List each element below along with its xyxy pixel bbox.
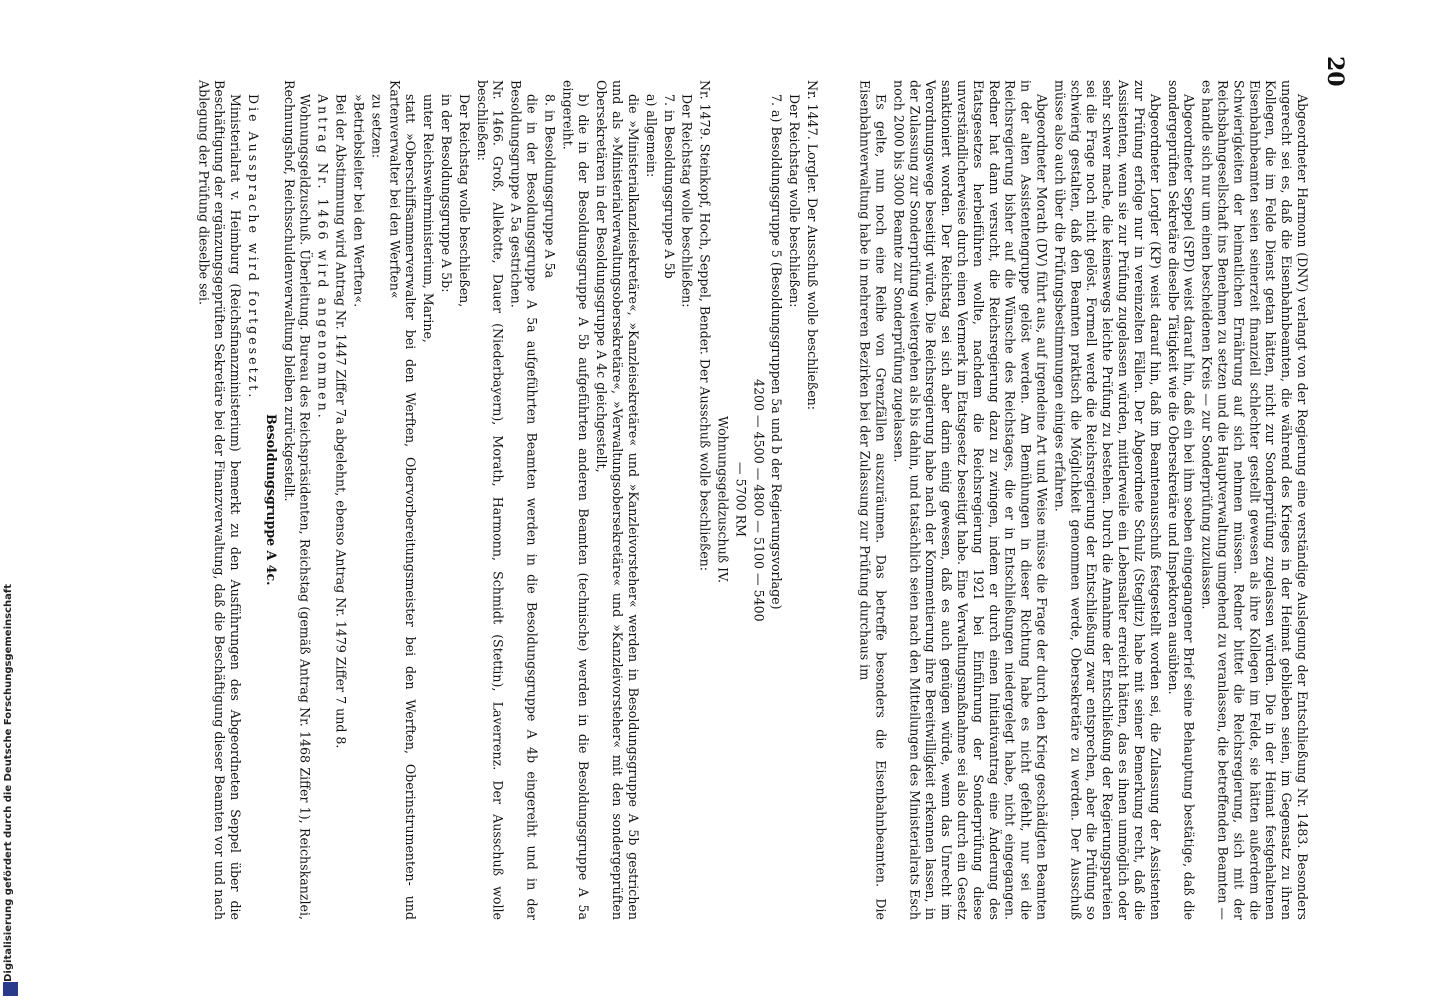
motion-1479: Nr. 1479. Steinkopf, Hoch, Seppel, Bender. Der Ausschuß wolle beschließen:: [697, 80, 713, 572]
resolution-line: Der Reichstag wolle beschließen,: [456, 94, 472, 308]
item-7: 7. in Besoldungsgruppe A 5b: [661, 94, 677, 279]
motion-intro: Nr. 1447. Lorgler. Der Ausschuß wolle beschließen:: [805, 80, 820, 411]
salary-scale-end: — 5700 RM: [733, 462, 749, 538]
dfg-logo-icon: [3, 982, 18, 996]
motion-accepted: Antrag Nr. 1466 wird angenommen.: [315, 94, 331, 421]
resolution-line: »Betriebsleiter bei den Werften«.: [351, 94, 367, 308]
page-number: 20: [1322, 56, 1348, 87]
right-column: [850, 80, 1310, 920]
item-7-b: b) die in der Besoldungsgruppe A 5b aufgeführten anderen Beamten (technische) werden in die Besoldungsgruppe A 5a eingereiht.: [560, 80, 592, 920]
resolution-line: Der Reichstag wolle beschließen:: [787, 94, 803, 308]
deferred-items: Wohnungsgeldzuschuß. Überleitung. Bureau des Reichspräsidenten, Reichstag (gemäß Antrag Nr. 1468 Ziffer 1), Reichskanzlei, Rechnungshof, Reichsschuldenverwaltung bleiben zurückgestellt.: [281, 80, 313, 920]
item-8: 8. in Besoldungsgruppe A 5a: [542, 94, 558, 279]
paragraph: Abgeordneter Seppel (SPD) weist darauf hin, daß ein bei ihm soeben eingegangener Brief seine Behauptung bestätige, daß die sondergeprüften Sekretäre dieselbe Tätigkeit wie die Obersekretäre und Inspektoren ausübten.: [1165, 80, 1197, 920]
resolution-line: unter Reichswehrministerium, Marine,: [421, 94, 437, 343]
vote-result: Bei der Abstimmung wird Antrag Nr. 1447 Ziffer 7a abgelehnt, ebenso Antrag Nr. 1479 Ziffer 7 und 8.: [333, 94, 349, 749]
salary-scale: 4200 — 4500 — 4800 — 5100 — 5400: [751, 378, 767, 622]
paragraph: Abgeordneter Lorgler (KP) weist darauf hin, daß im Beamtenausschuß festgestellt worden sei, die Zulassung der Assistenten zur Prüfung erfolge nur in vereinzelten Fällen. Der Abgeordnete Schulz (Steglitz) habe mit seiner Bemerkung recht, daß die Assistenten, wenn sie zur Prüfung zugelassen würden, mittlerweile ein Lebensalter erreicht hätten, das es ihnen unmöglich oder sehr schwer mache, die keineswegs leichte Prüfung zu bestehen. Durch die Annahme der Entschließung der Regierungsparteien sei die Frage noch nicht gelöst. Formell werde die Reichsregierung der Entschließung zwar entsprechen, aber die Prüfung so schwierig gestalten, daß den Beamten praktisch die Möglichkeit genommen werde, Obersekretäre zu werden. Der Ausschuß müsse also auch über die Prüfungsbestimmungen einiges erfahren.: [1052, 80, 1163, 920]
paragraph: Abgeordneter Harmonn (DNV) verlangt von der Regierung eine verständige Auslegung der Entschließung Nr. 1483. Besonders ungerecht sei es, daß die Eisenbahnbeamten, die während des Krieges in der Heimat geblieben seien, im Gegensatz zu ihren Kollegen, die im Felde Dienst getan hätten, nicht zur Sonderprüfung zugelassen würden. Die in der Heimat festgehaltenen Eisenbahnbeamten seien seinerzeit finanziell schlechter gestellt gewesen als ihre Kollegen im Felde, sie hätten außerdem die Schwierigkeiten der heimatlichen Ernährung auf sich nehmen müssen. Redner bittet die Reichsregierung, sich mit der Reichsbahngesellschaft ins Benehmen zu setzen und die Hauptverwaltung umgehend zu veranlassen, die betreffenden Beamten — es handle sich nur um einen bescheidenen Kreis — zur Sonderprüfung zuzulassen.: [1199, 80, 1310, 920]
digitization-credit: Digitalisierung gefördert durch die Deutsche Forschungsgemeinschaft: [3, 584, 14, 982]
section-heading: Besoldungsgruppe A 4c.: [263, 414, 279, 586]
paragraph: Es gelte, nun noch eine Reihe von Grenzfällen auszuräumen. Das betreffe besonders die Eisenbahnbeamten. Die Eisenbahnverwaltung habe in mehreren Bezirken bei der Zulassung zur Prüfung durchaus im: [857, 80, 889, 920]
item-7-a-text: die »Ministerialkanzleisekretäre«, »Kanzleisekretäre« und »Kanzleivorsteher« werden in Besoldungsgruppe A 5b gestrichen und als »Ministerialverwaltungsobersekretäre«, »Verwaltungsobersekretäre« und »Kanzleivorsteher« mit den sondergeprüften Obersekretären in der Besoldungsgruppe A 4c gleichgestellt,: [594, 80, 641, 920]
footer-strip: [0, 0, 20, 1000]
resolution-line: Der Reichstag wolle beschließen:: [679, 94, 695, 308]
resolution-line: statt »Oberschiffsammerverwalter bei den Werften, Obervorbereitungsmeister bei den Werften, Oberinstrumenten- und Kartenverwalter bei den Werften«: [387, 80, 419, 920]
paragraph: Ministerialrat v. Heimburg (Reichsfinanzministerium) bemerkt zu den Ausführungen des Abgeordneten Seppel über die Beschäftigung der ergänzungsgeprüften Sekretäre bei der Finanzverwaltung, daß die Beschäftigung dieser Beamten vor und nach Ablegung der Prüfung dieselbe sei.: [196, 80, 244, 920]
item-8-text: die in der Besoldungsgruppe A 5a aufgeführten Beamten werden in die Besoldungsgruppe A 4b eingereiht und in der Besoldungsgruppe A 5a gestrichen.: [508, 80, 540, 920]
item-7-a: a) allgemein:: [643, 94, 659, 178]
paragraph: Abgeordneter Morath (DV) führt aus, auf irgendeine Art und Weise müsse die Frage der durch den Krieg geschädigten Beamten in der alten Assistentengruppe gelöst werden. Am Bemühungen in dieser Richtung habe es nicht gefehlt, nur sei die Reichsregierung bisher auf die Wünsche des Reichstages, die er in Entschließungen niedergelegt habe, nicht eingegangen. Redner hat dann versucht, die Reichsregierung dazu zu zwingen, indem er durch einen Initiativantrag eine Änderung des Etatsgesetzes herbeiführen wollte, nachdem die Reichsregierung 1921 bei Einführung der Sonderprüfung diese unverständlicherweise durch einen Vermerk im Etatsgesetz beseitigt habe. Eine Verwaltungsmaßnahme sei also durch ein Gesetz sanktioniert worden. Der Reichstag sei sich aber darin einig gewesen, daß es auch genügen würde, wenn das Unrecht im Verordnungswege beseitigt würde. Die Reichsregierung habe nach der Kommentierung ihre Bereitwilligkeit erkennen lassen, in der Zulassung zur Sonderprüfung weitergehen als bis dahin, und tatsächlich seien nach den Mitteilungen des Ministerialrats Esch noch 2000 bis 3000 Beamte zur Sonderprüfung zugelassen.: [891, 80, 1050, 920]
document-page: [120, 56, 1348, 940]
debate-continues: Die Aussprache wird fortgesetzt.: [246, 94, 261, 401]
item-7a: 7. a) Besoldungsgruppe 5 (Besoldungsgruppen 5a und b der Regierungsvorlage): [769, 94, 785, 610]
resolution-line: in der Besoldungsgruppe A 5b:: [438, 94, 454, 293]
left-column: [180, 80, 820, 920]
resolution-line: zu setzen:: [369, 94, 385, 159]
housing-allowance: Wohnungsgeldzuschuß IV.: [715, 416, 731, 584]
motion-1466: Nr. 1466. Groß, Allekotte, Dauer (Niederbayern), Morath, Harmonn, Schmidt (Stettin), Laverrenz. Der Ausschuß wolle beschließen:: [474, 80, 506, 920]
